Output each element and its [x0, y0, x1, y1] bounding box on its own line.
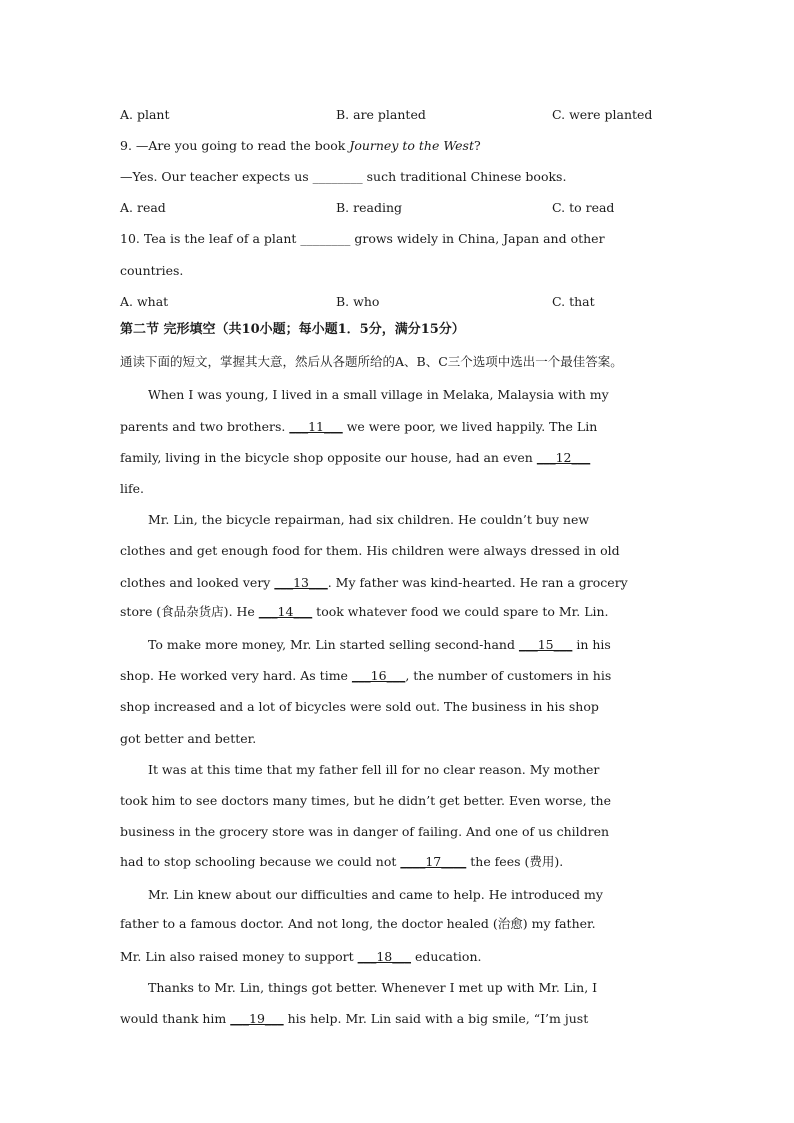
blank-17: ____17____ [400, 854, 467, 869]
passage-line: business in the grocery store was in danger of failing. And one of us children [120, 824, 610, 839]
blank-15: ___15___ [518, 637, 573, 652]
q8-option-a: A. plant [120, 107, 170, 122]
passage-line: Thanks to Mr. Lin, things got better. Whenever I met up with Mr. Lin, I [148, 980, 598, 995]
q9-option-b: B. reading [336, 200, 403, 215]
q10-option-b: B. who [336, 294, 380, 309]
passage-line: shop increased and a lot of bicycles were sold out. The business in his shop [120, 699, 599, 714]
passage-line: Mr. Lin, the bicycle repairman, had six children. He couldn’t buy new [148, 512, 590, 527]
passage-line: clothes and looked very ___13___. My father was kind-hearted. He ran a grocery [120, 575, 628, 590]
passage-line: father to a famous doctor. And not long, the doctor healed (治愈) my father. [120, 916, 596, 931]
passage-line: took him to see doctors many times, but he didn’t get better. Even worse, the [120, 793, 611, 808]
passage-line: To make more money, Mr. Lin started selling second-hand ___15___ in his [148, 637, 611, 652]
section-instruction: 通读下面的短文，掌握其大意，然后从各题所给的A、B、C三个选项中选出一个最佳答案。 [120, 354, 623, 369]
blank-14: ___14___ [258, 604, 313, 619]
passage-line: clothes and get enough food for them. His children were always dressed in old [120, 543, 620, 558]
blank-12: ___12___ [536, 450, 591, 465]
passage-line: store (食品杂货店). He ___14___ took whatever food we could spare to Mr. Lin. [120, 604, 609, 619]
blank-11: ___11___ [289, 419, 343, 434]
q8-option-b: B. are planted [336, 107, 426, 122]
blank-18: ___18___ [357, 949, 412, 964]
blank-16: ___16___ [351, 668, 406, 683]
passage-line: shop. He worked very hard. As time ___16___, the number of customers in his [120, 668, 612, 683]
passage-line: family, living in the bicycle shop opposite our house, had an even ___12___ [120, 450, 591, 465]
passage-line: parents and two brothers. ___11___ we were poor, we lived happily. The Lin [120, 419, 598, 434]
q8-option-c: C. were planted [552, 107, 653, 122]
blank-13: ___13___ [274, 575, 328, 590]
blank-19: ___19___ [230, 1011, 284, 1026]
passage-line: life. [120, 481, 144, 496]
passage-line: It was at this time that my father fell ill for no clear reason. My mother [148, 762, 600, 777]
q10-question: 10. Tea is the leaf of a plant ________ grows widely in China, Japan and other [120, 231, 605, 246]
passage-line: Mr. Lin knew about our difficulties and came to help. He introduced my [148, 887, 603, 902]
q9-question: 9. —Are you going to read the book Journey to the West? [120, 138, 481, 153]
q9-answer-line: —Yes. Our teacher expects us ________ such traditional Chinese books. [120, 169, 567, 184]
q10-question-cont: countries. [120, 263, 184, 278]
section-title: 第二节 完形填空（共10小题；每小题1．5分，满分15分） [120, 322, 465, 337]
passage-line: When I was young, I lived in a small village in Melaka, Malaysia with my [148, 387, 609, 402]
q9-option-c: C. to read [552, 200, 615, 215]
passage-line: Mr. Lin also raised money to support ___18___ education. [120, 949, 482, 964]
q10-option-a: A. what [120, 294, 169, 309]
passage-line: would thank him ___19___ his help. Mr. Lin said with a big smile, “I’m just [120, 1011, 589, 1026]
q9-option-a: A. read [120, 200, 166, 215]
q10-option-c: C. that [552, 294, 595, 309]
passage-line: got better and better. [120, 731, 257, 746]
passage-line: had to stop schooling because we could not ____17____ the fees (费用). [120, 854, 564, 869]
book-title: Journey to the West [349, 138, 474, 153]
